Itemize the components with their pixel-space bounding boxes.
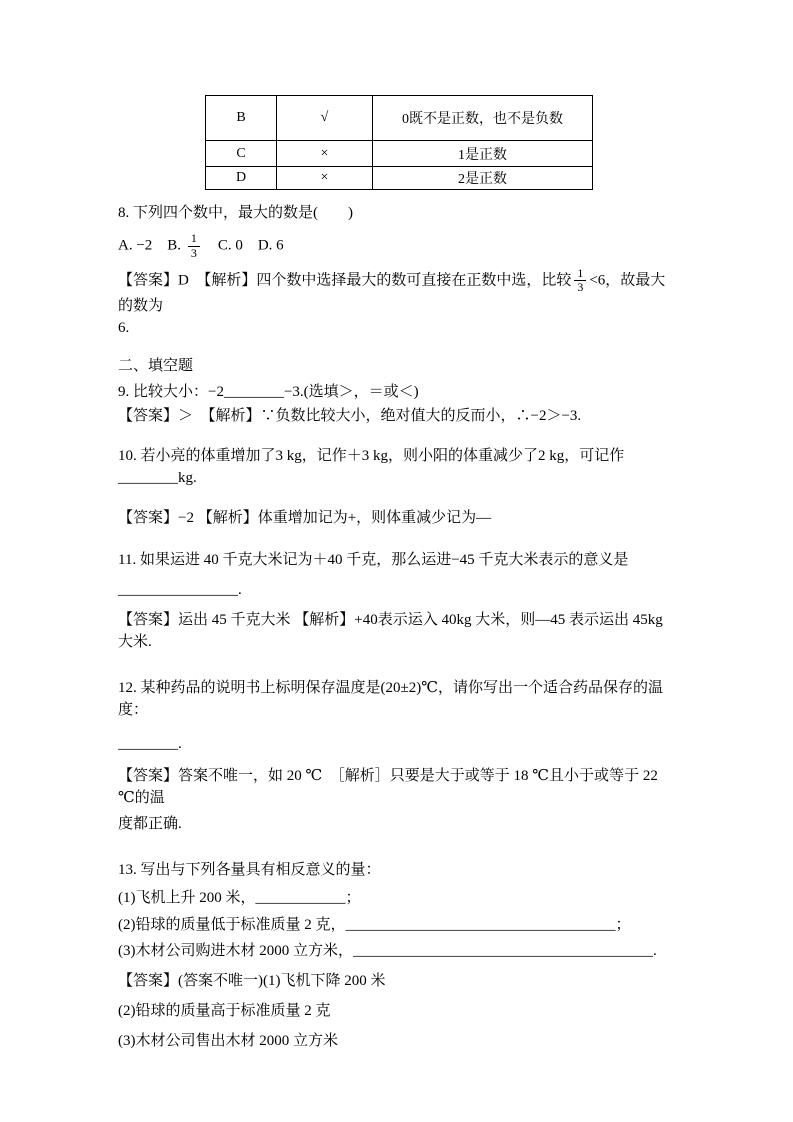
table-row-d xyxy=(206,167,593,190)
answer-suffix: <6，故最大的数为 xyxy=(118,272,666,315)
question-13-item-3: (3)木材公司购进木材 2000 立方米，________________________________________. xyxy=(118,943,657,960)
question-13-answer-3: (3)木材公司售出木材 2000 立方米 xyxy=(118,1033,338,1050)
section-2-heading: 二、填空题 xyxy=(118,358,194,375)
question-8-stem: 8. 下列四个数中，最大的数是( ) xyxy=(118,205,353,221)
option-letter: B xyxy=(206,96,277,141)
question-11-stem-line1: 11. 如果运进 40 千克大米记为＋40 千克，那么运进−45 千克大米表示的意义是 xyxy=(118,552,629,569)
question-13-answer-2: (2)铅球的质量高于标准质量 2 克 xyxy=(118,1003,331,1020)
question-8-options xyxy=(118,232,675,261)
question-9-answer: 【答案】＞ 【解析】∵负数比较大小，绝对值大的反而小，∴−2＞−3. xyxy=(118,408,582,425)
question-13-item-1: (1)飞机上升 200 米，____________； xyxy=(118,890,361,907)
fraction-one-third xyxy=(188,232,200,261)
table-row-b xyxy=(206,96,593,141)
option-description: 1是正数 xyxy=(373,141,593,167)
question-13-item-2: (2)铅球的质量低于标准质量 2 克，____________________________________； xyxy=(118,917,631,934)
answer-prefix: 【答案】D 【解析】四个数中选择最大的数可直接在正数中选，比较 xyxy=(118,272,572,289)
question-11-answer: 【答案】运出 45 千克大米 【解析】+40表示运入 40kg 大米，则—45 表示运出 45kg 大米. xyxy=(118,612,663,651)
answer-judgement-table xyxy=(205,95,593,190)
table-row-c xyxy=(206,141,593,167)
question-13-stem: 13. 写出与下列各量具有相反意义的量： xyxy=(118,862,381,879)
option-letter: C xyxy=(206,141,277,167)
question-12-answer-line1: 【答案】答案不唯一，如 20 ℃ ［解析］只要是大于或等于 18 ℃且小于或等于 22 ℃的温 xyxy=(118,768,658,807)
question-11-stem-line2: ________________. xyxy=(118,582,242,599)
question-12-stem-line1: 12. 某种药品的说明书上标明保存温度是(20±2)℃，请你写出一个适合药品保存的温度： xyxy=(118,680,664,719)
question-10-stem: 10. 若小亮的体重增加了3 kg，记作＋3 kg，则小阳的体重减少了2 kg，可记作________kg. xyxy=(118,448,625,487)
fraction-denominator: 3 xyxy=(574,280,586,295)
question-9-stem: 9. 比较大小：−2________−3.(选填＞，＝或＜) xyxy=(118,384,419,401)
options-prefix: A. −2 B. xyxy=(118,237,185,254)
judgement-mark: × xyxy=(277,141,373,167)
fraction-one-third xyxy=(574,267,586,296)
question-8-answer-line2: 6. xyxy=(118,320,130,337)
option-description: 0既不是正数，也不是负数 xyxy=(373,96,593,141)
options-suffix: C. 0 D. 6 xyxy=(202,237,284,254)
judgement-mark: √ xyxy=(277,96,373,141)
option-description: 2是正数 xyxy=(373,167,593,190)
question-10-answer: 【答案】−2 【解析】体重增加记为+，则体重减少记为— xyxy=(118,510,492,527)
option-letter: D xyxy=(206,167,277,190)
question-8-answer xyxy=(118,267,675,318)
fraction-numerator: 1 xyxy=(577,265,584,280)
judgement-mark: × xyxy=(277,167,373,190)
question-12-stem-line2: ________. xyxy=(118,736,182,753)
question-13-answer-head: 【答案】(答案不唯一)(1)飞机下降 200 米 xyxy=(118,973,386,990)
fraction-denominator: 3 xyxy=(188,246,200,261)
fraction-numerator: 1 xyxy=(190,231,197,245)
question-12-answer-line2: 度都正确. xyxy=(118,816,182,833)
document-content xyxy=(118,95,675,1052)
